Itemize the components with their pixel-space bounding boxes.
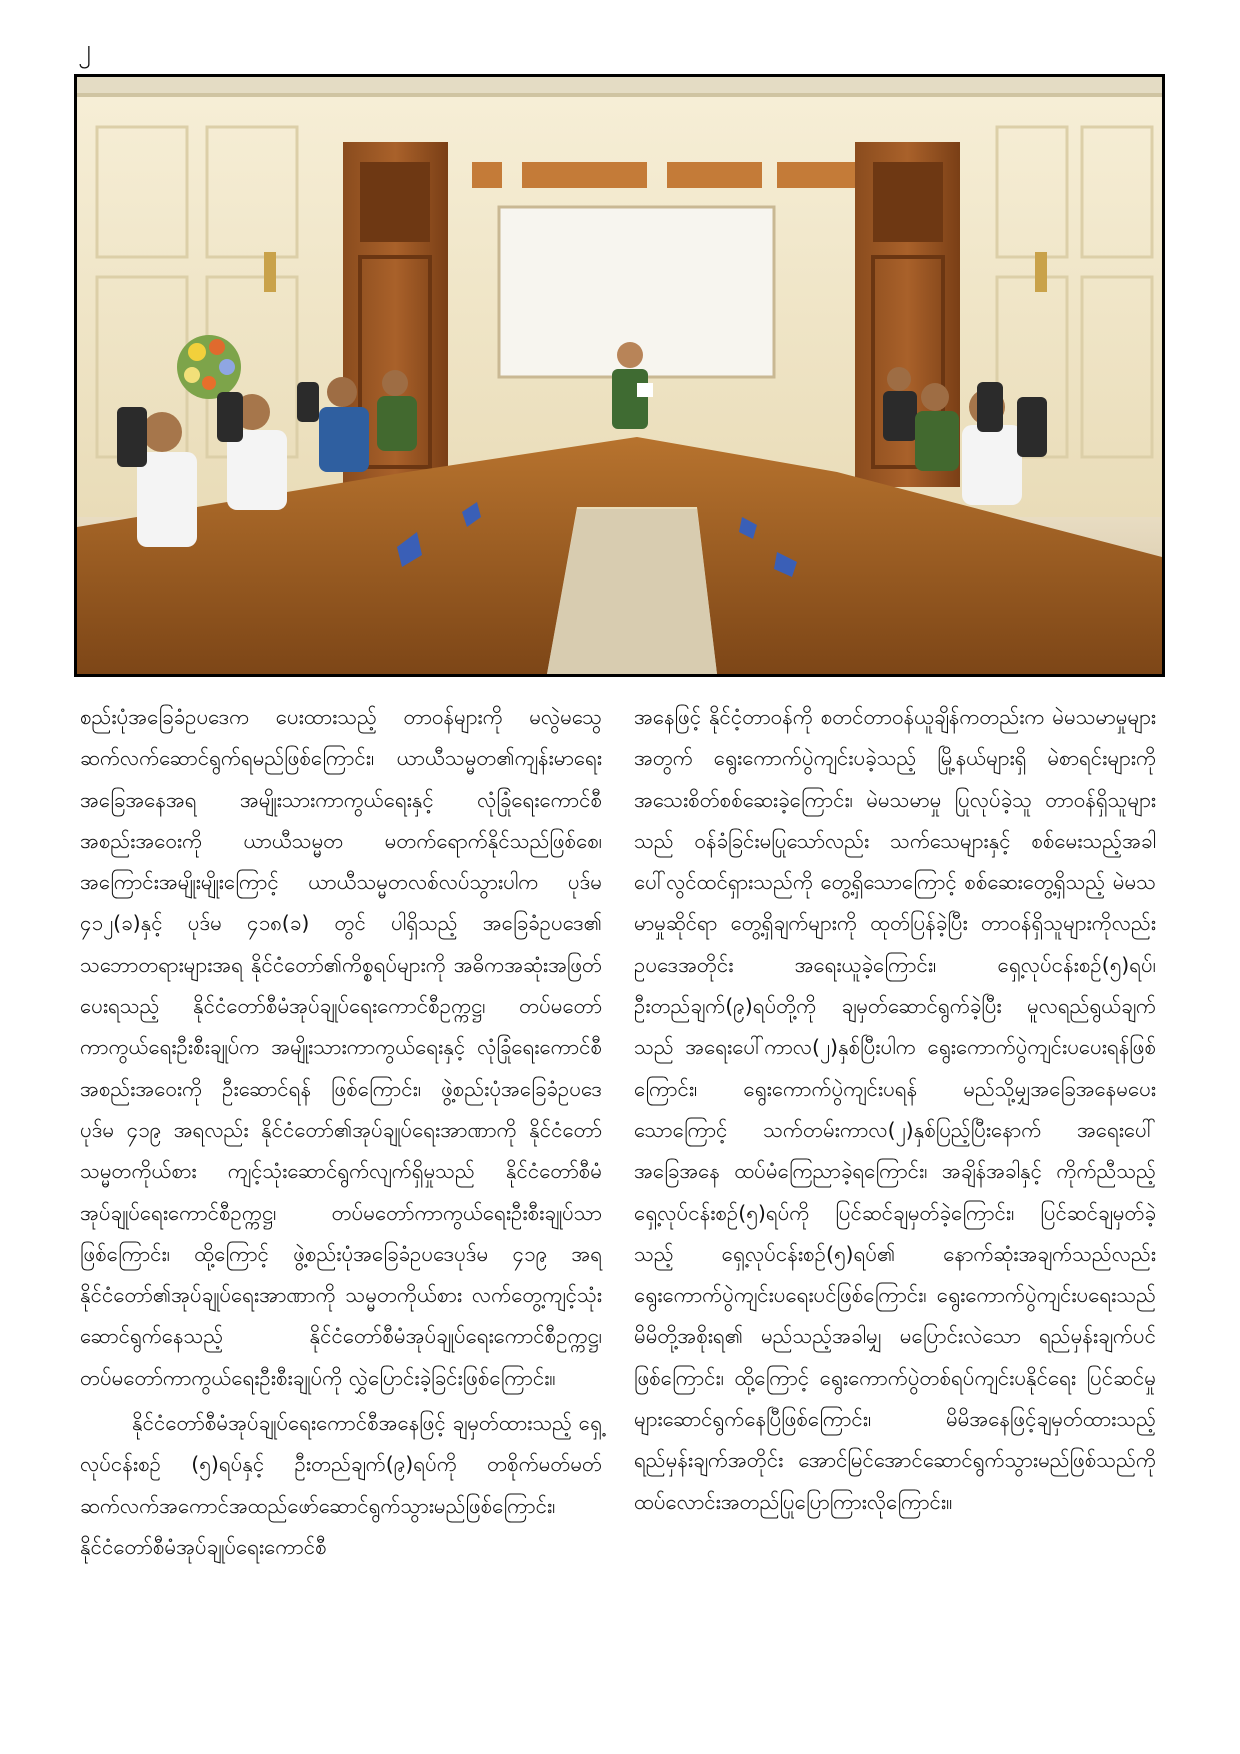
paragraph: နိုင်ငံတော်စီမံအုပ်ချုပ်ရေးကောင်စီအနေဖြင့် ချမှတ်ထားသည့် ရှေ့လုပ်ငန်းစဉ် (၅)ရပ်နှင့် ဦးတည်ချက်(၉)ရပ်ကို တစိုက်မတ်မတ် ဆက်လက်အကောင်အထည်ဖော်ဆောင်ရွက်သွားမည်ဖြစ်ကြောင်း၊ နိုင်ငံတော်စီမံအုပ်ချုပ်ရေးကောင်စီ [80, 1411, 602, 1559]
text-column-right [634, 697, 1156, 1523]
paragraph: အနေဖြင့် နိုင်ငံ့တာဝန်ကို စတင်တာဝန်ယူချိန်ကတည်းက မဲမသမာမှုများအတွက် ရွေးကောက်ပွဲကျင်းပခဲ့သည့် မြို့နယ်များရှိ မဲစာရင်းများကို အသေးစိတ်စစ်ဆေးခဲ့ကြောင်း၊ မဲမသမာမှု ပြုလုပ်ခဲ့သူ တာဝန်ရှိသူများသည် ဝန်ခံခြင်းမပြုသော်လည်း သက်သေများနှင့် စစ်မေးသည့်အခါ ပေါ်လွင်ထင်ရှားသည်ကို တွေ့ရှိသောကြောင့် စစ်ဆေးတွေ့ရှိသည့် မဲမသမာမှုဆိုင်ရာ တွေ့ရှိချက်များကို ထုတ်ပြန်ခဲ့ပြီး တာဝန်ရှိသူများကိုလည်း ဥပဒေအတိုင်း အရေးယူခဲ့ကြောင်း၊ ရှေ့လုပ်ငန်းစဉ်(၅)ရပ်၊ ဦးတည်ချက်(၉)ရပ်တို့ကို ချမှတ်ဆောင်ရွက်ခဲ့ပြီး မူလရည်ရွယ်ချက်သည် အရေးပေါ်ကာလ(၂)နှစ်ပြီးပါက ရွေးကောက်ပွဲကျင်းပပေးရန်ဖြစ်ကြောင်း၊ ရွေးကောက်ပွဲကျင်းပရန် မည်သို့မျှအခြေအနေမပေးသောကြောင့် သက်တမ်းကာလ(၂)နှစ်ပြည့်ပြီးနောက် အရေးပေါ်အခြေအနေ ထပ်မံကြေညာခဲ့ရကြောင်း၊ အချိန်အခါနှင့် ကိုက်ညီသည့် ရှေ့လုပ်ငန်းစဉ်(၅)ရပ်ကို ပြင်ဆင်ချမှတ်ခဲ့ကြောင်း၊ ပြင်ဆင်ချမှတ်ခဲ့သည့် ရှေ့လုပ်ငန်းစဉ်(၅)ရပ်၏ နောက်ဆုံးအချက်သည်လည်း ရွေးကောက်ပွဲကျင်းပရေးပင်ဖြစ်ကြောင်း၊ ရွေးကောက်ပွဲကျင်းပရေးသည် မိမိတို့အစိုးရ၏ မည်သည့်အခါမျှ မပြောင်းလဲသော ရည်မှန်းချက်ပင်ဖြစ်ကြောင်း၊ ထို့ကြောင့် ရွေးကောက်ပွဲတစ်ရပ်ကျင်းပနိုင်ရေး ပြင်ဆင်မှုများဆောင်ရွက်နေပြီဖြစ်ကြောင်း၊ မိမိအနေဖြင့်ချမှတ်ထားသည့် ရည်မှန်းချက်အတိုင်း အောင်မြင်အောင်ဆောင်ရွက်သွားမည်ဖြစ်သည်ကို ထပ်လောင်းအတည်ပြုပြောကြားလိုကြောင်း။ [634, 705, 1156, 1514]
paragraph: စည်းပုံအခြေခံဥပဒေက ပေးထားသည့် တာဝန်များကို မလွဲမသွေ ဆက်လက်ဆောင်ရွက်ရမည်ဖြစ်ကြောင်း၊ ယာယီသမ္မတ၏ကျန်းမာရေးအခြေအနေအရ အမျိုးသားကာကွယ်ရေးနှင့် လုံခြုံရေးကောင်စီအစည်းအဝေးကို ယာယီသမ္မတ မတက်ရောက်နိုင်သည်ဖြစ်စေ၊ အကြောင်းအမျိုးမျိုးကြောင့် ယာယီသမ္မတလစ်လပ်သွားပါက ပုဒ်မ ၄၁၂(ခ)နှင့် ပုဒ်မ ၄၁၈(ခ) တွင် ပါရှိသည့် အခြေခံဥပဒေ၏ သဘောတရားများအရ နိုင်ငံတော်၏ကိစ္စရပ်များကို အဓိကအဆုံးအဖြတ်ပေးရသည့် နိုင်ငံတော်စီမံအုပ်ချုပ်ရေးကောင်စီဥက္ကဋ္ဌ၊ တပ်မတော်ကာကွယ်ရေးဦးစီးချုပ်က အမျိုးသားကာကွယ်ရေးနှင့် လုံခြုံရေးကောင်စီအစည်းအဝေးကို ဦးဆောင်ရန် ဖြစ်ကြောင်း၊ ဖွဲ့စည်းပုံအခြေခံဥပဒေ ပုဒ်မ ၄၁၉ အရလည်း နိုင်ငံတော်၏အုပ်ချုပ်ရေးအာဏာကို နိုင်ငံတော်သမ္မတကိုယ်စား ကျင့်သုံးဆောင်ရွက်လျက်ရှိမှုသည် နိုင်ငံတော်စီမံအုပ်ချုပ်ရေးကောင်စီဥက္ကဋ္ဌ၊ တပ်မတော်ကာကွယ်ရေးဦးစီးချုပ်သာဖြစ်ကြောင်း၊ ထို့ကြောင့် ဖွဲ့စည်းပုံအခြေခံဥပဒေပုဒ်မ ၄၁၉ အရ နိုင်ငံတော်၏အုပ်ချုပ်ရေးအာဏာကို သမ္မတကိုယ်စား လက်တွေ့ကျင့်သုံးဆောင်ရွက်နေသည့် နိုင်ငံတော်စီမံအုပ်ချုပ်ရေးကောင်စီဥက္ကဋ္ဌ၊ တပ်မတော်ကာကွယ်ရေးဦးစီးချုပ်ကို လွှဲပြောင်းခဲ့ခြင်းဖြစ်ကြောင်း။ [80, 705, 602, 1390]
text-column-left [80, 697, 602, 1568]
page-number: ၂ [78, 34, 91, 64]
meeting-room-illustration [77, 77, 1162, 674]
meeting-photo [74, 74, 1165, 677]
